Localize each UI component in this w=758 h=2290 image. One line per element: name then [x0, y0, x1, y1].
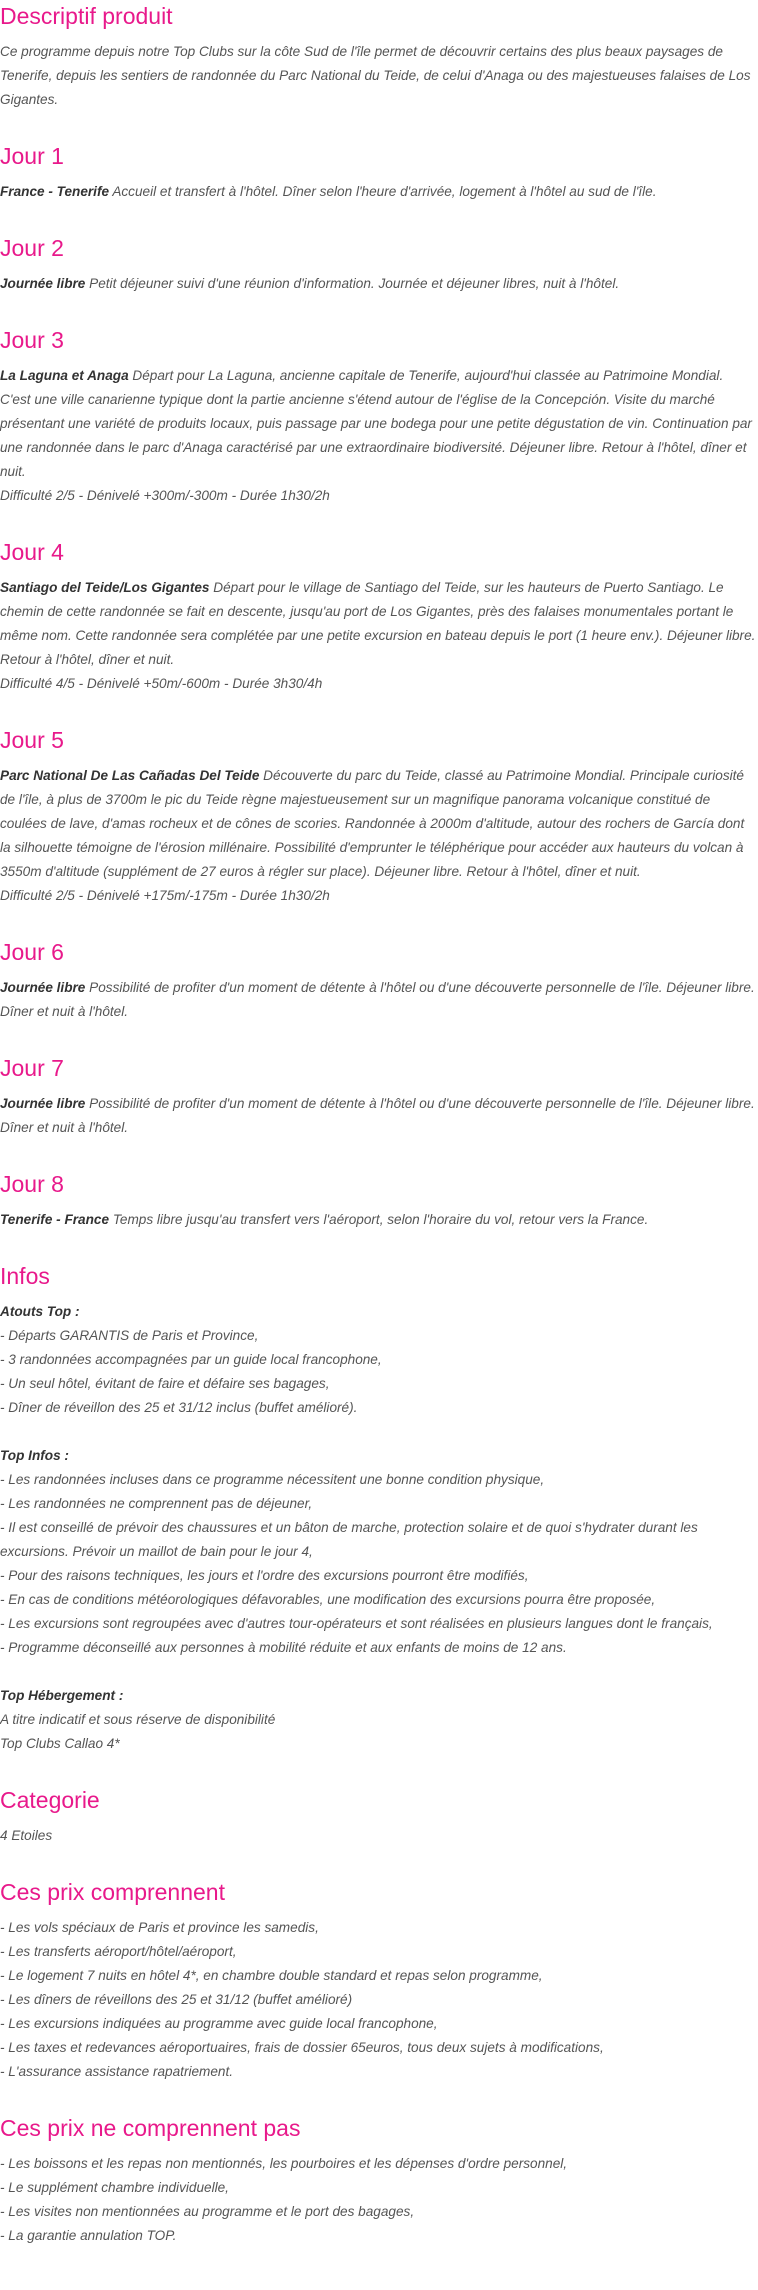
day-heading: Parc National De Las Cañadas Del Teide: [0, 768, 260, 783]
list-item: - Les dîners de réveillons des 25 et 31/12 (buffet amélioré): [0, 1992, 353, 2007]
infos-title: Infos: [0, 1263, 50, 1289]
prix-ne-comprennent-section: [0, 2113, 756, 2248]
day-heading: France - Tenerife: [0, 184, 110, 199]
day-text: [0, 976, 756, 1024]
day-title: Jour 7: [0, 1055, 64, 1081]
list-item: - Les taxes et redevances aéroportuaires, frais de dossier 65euros, tous deux sujets à modifications,: [0, 2040, 604, 2055]
list-item: - Un seul hôtel, évitant de faire et défaire ses bagages,: [0, 1376, 330, 1391]
list-item: - Les excursions sont regroupées avec d'autres tour-opérateurs et sont réalisées en plusieurs langues dont le français,: [0, 1616, 713, 1631]
top-infos-title: Top Infos :: [0, 1448, 69, 1463]
day-description: Temps libre jusqu'au transfert vers l'aéroport, selon l'horaire du vol, retour vers la France.: [109, 1212, 649, 1227]
day-title: Jour 5: [0, 727, 64, 753]
prix-ne-comprennent-title: Ces prix ne comprennent pas: [0, 2115, 301, 2141]
list-item: Top Clubs Callao 4*: [0, 1736, 120, 1751]
day-3-section: [0, 325, 756, 508]
prix-comprennent-list: [0, 1916, 756, 2084]
day-text: [0, 364, 756, 508]
day-difficulty: Difficulté 4/5 - Dénivelé +50m/-600m - Durée 3h30/4h: [0, 676, 323, 691]
day-heading: Tenerife - France: [0, 1212, 110, 1227]
day-description: Petit déjeuner suivi d'une réunion d'information. Journée et déjeuner libres, nuit à l'hôtel.: [85, 276, 620, 291]
list-item: - Le logement 7 nuits en hôtel 4*, en chambre double standard et repas selon programme,: [0, 1968, 543, 1983]
day-6-section: [0, 937, 756, 1024]
atouts-title: Atouts Top :: [0, 1304, 80, 1319]
list-item: - Le supplément chambre individuelle,: [0, 2180, 229, 2195]
list-item: - Les transferts aéroport/hôtel/aéroport,: [0, 1944, 237, 1959]
list-item: - Il est conseillé de prévoir des chaussures et un bâton de marche, protection solaire et de quoi s'hydrater durant les excursions. Prévoir un maillot de bain pour le jour 4,: [0, 1520, 698, 1559]
descriptif-title: Descriptif produit: [0, 3, 173, 29]
day-description: Découverte du parc du Teide, classé au Patrimoine Mondial. Principale curiosité de l'île, à plus de 3700m le pic du Teide règne majestueusement sur un magnifique panorama volcanique constitué de coulées de lave, d'amas rocheux et de cônes de scories. Randonnée à 2000m d'altitude, autour des rochers de García dont la silhouette témoigne de l'érosion millénaire. Possibilité d'emprunter le téléphérique pour accéder aux hauteurs du volcan à 3550m d'altitude (supplément de 27 euros à régler sur place). Déjeuner libre. Retour à l'hôtel, dîner et nuit.: [0, 768, 745, 879]
day-4-section: [0, 537, 756, 696]
prix-comprennent-title: Ces prix comprennent: [0, 1879, 225, 1905]
list-item: - L'assurance assistance rapatriement.: [0, 2064, 234, 2079]
day-text: [0, 764, 756, 908]
list-item: - Dîner de réveillon des 25 et 31/12 inclus (buffet amélioré).: [0, 1400, 358, 1415]
day-title: Jour 3: [0, 327, 64, 353]
day-text: [0, 180, 756, 204]
day-text: [0, 272, 756, 296]
day-8-section: [0, 1169, 756, 1232]
day-title: Jour 6: [0, 939, 64, 965]
list-item: - Départs GARANTIS de Paris et Province,: [0, 1328, 259, 1343]
day-text: [0, 1092, 756, 1140]
day-description: Accueil et transfert à l'hôtel. Dîner selon l'heure d'arrivée, logement à l'hôtel au sud de l'île.: [109, 184, 657, 199]
categorie-section: [0, 1785, 756, 1848]
day-description: Départ pour La Laguna, ancienne capitale de Tenerife, aujourd'hui classée au Patrimoine Mondial. C'est une ville canarienne typique dont la partie ancienne s'étend autour de l'église de la Concepción. Visite du marché présentant une variété de produits locaux, puis passage par une bodega pour une petite dégustation de vin. Continuation par une randonnée dans le parc d'Anaga caractérisé par une extraordinaire biodiversité. Déjeuner libre. Retour à l'hôtel, dîner et nuit.: [0, 368, 752, 479]
top-infos-block: [0, 1444, 756, 1660]
list-item: - Les visites non mentionnées au programme et le port des bagages,: [0, 2204, 415, 2219]
list-item: - Les boissons et les repas non mentionnés, les pourboires et les dépenses d'ordre personnel,: [0, 2156, 568, 2171]
categorie-title: Categorie: [0, 1787, 100, 1813]
descriptif-text: Ce programme depuis notre Top Clubs sur la côte Sud de l'île permet de découvrir certains des plus beaux paysages de Tenerife, depuis les sentiers de randonnée du Parc National du Teide, de celui d'Anaga ou des majestueuses falaises de Los Gigantes.: [0, 44, 751, 107]
day-5-section: [0, 725, 756, 908]
list-item: - Les excursions indiquées au programme avec guide local francophone,: [0, 2016, 438, 2031]
list-item: - Les randonnées ne comprennent pas de déjeuner,: [0, 1496, 313, 1511]
day-title: Jour 1: [0, 143, 64, 169]
day-heading: Journée libre: [0, 1096, 86, 1111]
day-description: Départ pour le village de Santiago del Teide, sur les hauteurs de Puerto Santiago. Le chemin de cette randonnée se fait en descente, jusqu'au port de Los Gigantes, près des falaises monumentales portant le même nom. Cette randonnée sera complétée par une petite excursion en bateau depuis le port (1 heure env.). Déjeuner libre. Retour à l'hôtel, dîner et nuit.: [0, 580, 756, 667]
list-item: A titre indicatif et sous réserve de disponibilité: [0, 1712, 276, 1727]
prix-comprennent-section: [0, 1877, 756, 2084]
list-item: - Pour des raisons techniques, les jours et l'ordre des excursions pourront être modifiés,: [0, 1568, 529, 1583]
list-item: - En cas de conditions météorologiques défavorables, une modification des excursions pourra être proposée,: [0, 1592, 656, 1607]
day-title: Jour 8: [0, 1171, 64, 1197]
day-text: [0, 576, 756, 696]
prix-ne-comprennent-list: [0, 2152, 756, 2248]
day-description: Possibilité de profiter d'un moment de détente à l'hôtel ou d'une découverte personnelle de l'île. Déjeuner libre. Dîner et nuit à l'hôtel.: [0, 980, 755, 1019]
day-heading: La Laguna et Anaga: [0, 368, 129, 383]
day-heading: Journée libre: [0, 276, 86, 291]
categorie-text: 4 Etoiles: [0, 1828, 53, 1843]
day-difficulty: Difficulté 2/5 - Dénivelé +175m/-175m - Durée 1h30/2h: [0, 888, 330, 903]
day-difficulty: Difficulté 2/5 - Dénivelé +300m/-300m - Durée 1h30/2h: [0, 488, 330, 503]
descriptif-section: [0, 0, 756, 112]
day-text: [0, 1208, 756, 1232]
day-2-section: [0, 233, 756, 296]
day-1-section: [0, 141, 756, 204]
list-item: - Les randonnées incluses dans ce programme nécessitent une bonne condition physique,: [0, 1472, 545, 1487]
list-item: - Les vols spéciaux de Paris et province les samedis,: [0, 1920, 319, 1935]
day-heading: Santiago del Teide/Los Gigantes: [0, 580, 210, 595]
list-item: - 3 randonnées accompagnées par un guide local francophone,: [0, 1352, 382, 1367]
atouts-block: [0, 1300, 756, 1420]
day-heading: Journée libre: [0, 980, 86, 995]
list-item: - Programme déconseillé aux personnes à mobilité réduite et aux enfants de moins de 12 ans.: [0, 1640, 567, 1655]
hebergement-title: Top Hébergement :: [0, 1688, 124, 1703]
day-7-section: [0, 1053, 756, 1140]
hebergement-block: [0, 1684, 756, 1756]
infos-section: [0, 1261, 756, 1756]
day-title: Jour 4: [0, 539, 64, 565]
list-item: - La garantie annulation TOP.: [0, 2228, 177, 2243]
day-description: Possibilité de profiter d'un moment de détente à l'hôtel ou d'une découverte personnelle de l'île. Déjeuner libre. Dîner et nuit à l'hôtel.: [0, 1096, 755, 1135]
day-title: Jour 2: [0, 235, 64, 261]
